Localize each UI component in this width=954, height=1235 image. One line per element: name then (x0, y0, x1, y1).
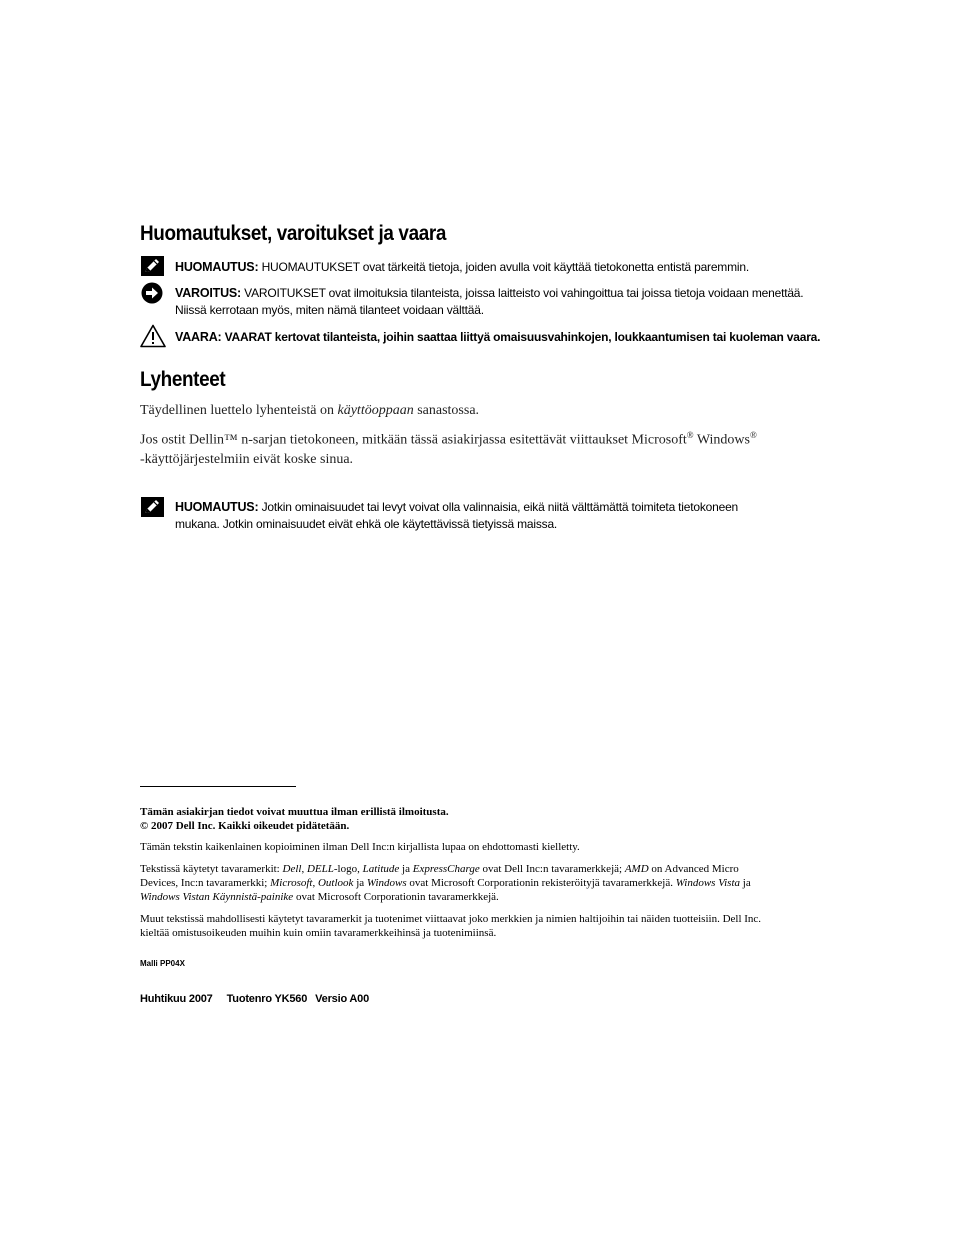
abbreviations-paragraph-2 (140, 426, 757, 469)
note2-text-line2: mukana. Jotkin ominaisuudet eivät ehkä ole käytettävissä tietyissä maissa. (175, 517, 558, 531)
pencil-note-icon (141, 497, 164, 522)
pencil-note-icon (141, 256, 164, 281)
model-number: Malli PP04X (140, 959, 185, 968)
registered-mark: ® (749, 430, 757, 440)
para2-line2: -käyttöjärjestelmiin eivät koske sinua. (140, 451, 354, 467)
version: Versio A00 (315, 993, 369, 1005)
footer-notice-bold (140, 805, 449, 833)
para1-text-end: sanastossa. (413, 403, 480, 418)
abbreviations-paragraph-1 (140, 401, 479, 420)
caution-varoitus (175, 285, 803, 319)
registered-mark: ® (686, 430, 694, 440)
footer-copyright: © 2007 Dell Inc. Kaikki oikeudet pidätetään. (140, 820, 350, 832)
section-title-abbreviations: Lyhenteet (140, 368, 226, 391)
para1-italic: käyttöoppaan (337, 403, 414, 418)
footer-other-trademarks (140, 912, 761, 940)
footer-copy-notice: Tämän tekstin kaikenlainen kopioiminen ilman Dell Inc:n kirjallista lupaa on ehdottomasti kielletty. (140, 841, 580, 853)
note2-text-line1: Jotkin ominaisuudet tai levyt voivat olla valinnaisia, eikä niitä välttämättä toimiteta tietokoneen (261, 500, 739, 514)
caution-text-line1: VAROITUKSET ovat ilmoituksia tilanteista, joissa laitteisto voi vahingoittua tai joissa tietoja voidaan menettää. (244, 286, 804, 300)
para2-windows: Windows (693, 432, 750, 448)
caution-label: VAROITUS: (175, 286, 242, 300)
caution-arrow-icon (141, 282, 163, 309)
footer-trademarks: Tekstissä käytetyt tavaramerkit: Dell, DELL-logo, Latitude ja ExpressCharge ovat Dell Inc:n tavaramerkkejä; AMD on Advanced Micro Devices, Inc:n tavaramerkki; Microsoft, Outlook ja Windows ovat Microsoft Corporationin rekisteröityjä tavaramerkkejä. Windows Vista ja Windows Vistan Käynnistä-painike ovat Microsoft Corporationin tavaramerkkejä. (140, 863, 751, 903)
para2-text: Jos ostit Dellin™ n-sarjan tietokoneen, mitkään tässä asiakirjassa esitettävät viittaukset Microsoft (140, 432, 687, 448)
warning-vaara (175, 329, 820, 346)
part-number: Tuotenro YK560 (226, 993, 308, 1005)
footer-publication-info (140, 993, 369, 1005)
note-huomautus-2 (175, 499, 738, 533)
warning-triangle-icon (140, 324, 166, 353)
warning-label: VAARA: (175, 330, 222, 344)
caution-text-line2: Niissä kerrotaan myös, miten nämä tilanteet voidaan välttää. (175, 303, 484, 317)
other-tm-line2: kieltää omistusoikeuden muihin kuin omiin tavaramerkkeihinsä ja tuotenimiinsä. (140, 927, 497, 939)
note-huomautus (175, 259, 749, 276)
footer-divider (140, 786, 296, 787)
warning-text: VAARAT kertovat tilanteista, joihin saattaa liittyä omaisuusvahinkojen, loukkaantumisen tai kuoleman vaara. (224, 330, 821, 344)
note-label: HUOMAUTUS: (175, 260, 259, 274)
publication-date: Huhtikuu 2007 (140, 993, 213, 1005)
footer-change-notice: Tämän asiakirjan tiedot voivat muuttua ilman erillistä ilmoitusta. (140, 806, 449, 818)
note-text: HUOMAUTUKSET ovat tärkeitä tietoja, joiden avulla voit käyttää tietokonetta entistä paremmin. (261, 260, 749, 274)
note2-label: HUOMAUTUS: (175, 500, 259, 514)
section-title-notices: Huomautukset, varoitukset ja vaara (140, 222, 447, 245)
para1-text: Täydellinen luettelo lyhenteistä on (140, 403, 338, 418)
other-tm-line1: Muut tekstissä mahdollisesti käytetyt tavaramerkit ja tuotenimet viittaavat joko merkkien ja nimien haltijoihin tai näiden tuotteisiin. Dell Inc. (140, 913, 762, 925)
